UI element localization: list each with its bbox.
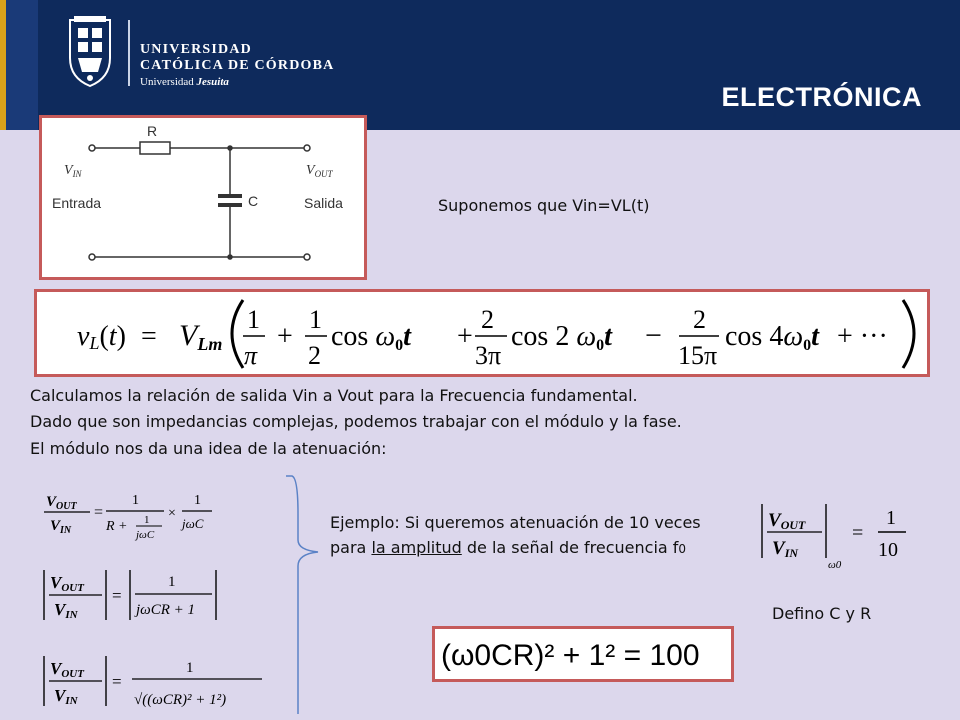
svg-text:10: 10 bbox=[878, 539, 898, 561]
t1-num: 1 bbox=[247, 305, 260, 334]
svg-text:VIN: $V_{IN}$ bbox=[50, 518, 72, 536]
rc-circuit-figure bbox=[39, 115, 367, 280]
fourier-series-equation bbox=[37, 292, 927, 374]
attenuation-ratio bbox=[756, 496, 926, 572]
result-equation-box bbox=[432, 626, 734, 682]
t2-num: 1 bbox=[309, 305, 322, 334]
vout-label: $V_{OUT}$ bbox=[306, 163, 333, 179]
rc-circuit-diagram bbox=[42, 118, 364, 277]
university-name-line1: UNIVERSIDAD bbox=[140, 42, 252, 57]
lhs-vl: vL(t) bbox=[77, 321, 126, 353]
header-divider bbox=[128, 20, 130, 86]
header-accent-stripe bbox=[0, 0, 6, 130]
t4-num: 2 bbox=[693, 305, 706, 334]
transfer-function-derivation bbox=[40, 480, 280, 720]
plus1: + bbox=[277, 321, 293, 352]
t3-den: 3π bbox=[475, 341, 502, 370]
paragraph-1: Calculamos la relación de salida Vin a Vout para la Frecuencia fundamental. bbox=[30, 386, 638, 405]
grouping-brace bbox=[284, 474, 320, 720]
svg-text:VOUT: VOUT bbox=[50, 573, 84, 594]
svg-text:R +: R + bbox=[106, 519, 128, 534]
svg-text:jωCR + 1: jωCR + 1 bbox=[136, 602, 196, 618]
svg-text:VOUT: $V_{OUT}$ bbox=[46, 494, 77, 512]
svg-text:=: = bbox=[112, 586, 122, 605]
slide-header bbox=[0, 0, 960, 130]
svg-text:VIN: VIN bbox=[54, 600, 78, 621]
svg-text:=: = bbox=[94, 504, 104, 521]
svg-text:ω0: ω0 bbox=[828, 559, 842, 571]
t4-fn: cos 4ω0t bbox=[725, 321, 819, 354]
vin-label: $V_{IN}$ bbox=[64, 163, 82, 179]
paragraph-3: El módulo nos da una idea de la atenuación: bbox=[30, 439, 387, 458]
assumption-note: Suponemos que Vin=VL(t) bbox=[438, 196, 650, 215]
svg-text:=: = bbox=[112, 672, 122, 691]
slide-subject-title: ELECTRÓNICA bbox=[721, 82, 922, 112]
svg-text:jωC: jωC bbox=[182, 516, 204, 531]
minus: − bbox=[645, 319, 662, 352]
svg-text:×: × bbox=[168, 506, 176, 521]
t3-fn: cos 2 ω0t bbox=[511, 321, 612, 354]
equals-sign: = bbox=[141, 321, 157, 352]
result-equation bbox=[435, 629, 731, 679]
svg-text:1: 1 bbox=[168, 574, 176, 590]
svg-text:VIN: VIN bbox=[54, 686, 78, 707]
university-tagline: Universidad Jesuita bbox=[140, 76, 229, 88]
svg-text:1: 1 bbox=[194, 493, 201, 508]
svg-text:jωC: jωC bbox=[136, 529, 155, 541]
svg-text:VOUT: VOUT bbox=[768, 510, 806, 532]
paragraph-2: Dado que son impedancias complejas, podemos trabajar con el módulo y la fase. bbox=[30, 412, 682, 431]
t1-den: π bbox=[244, 341, 258, 370]
svg-text:VIN: VIN bbox=[772, 538, 799, 560]
plus2: + bbox=[457, 321, 473, 352]
capacitor-label: C bbox=[248, 193, 259, 209]
svg-text:1: 1 bbox=[144, 514, 150, 526]
svg-text:VOUT: VOUT bbox=[50, 659, 84, 680]
svg-text:1: 1 bbox=[132, 493, 139, 508]
example-text: Ejemplo: Si queremos atenuación de 10 veces para la amplitud de la señal de frecuencia f0 bbox=[330, 513, 701, 557]
svg-text:1: 1 bbox=[886, 507, 896, 529]
output-label: Salida bbox=[304, 195, 343, 211]
resistor-label: R bbox=[147, 123, 158, 139]
university-name-line2: CATÓLICA DE CÓRDOBA bbox=[140, 58, 335, 73]
close-paren bbox=[903, 300, 914, 368]
input-label: Entrada bbox=[52, 195, 102, 211]
svg-text:√((ωCR)² + 1²): √((ωCR)² + 1²) bbox=[134, 692, 227, 708]
fourier-series-formula bbox=[34, 289, 930, 377]
amplitude-vlm: VLm bbox=[179, 319, 223, 354]
ellipsis: + ··· bbox=[837, 321, 888, 352]
t3-num: 2 bbox=[481, 305, 494, 334]
t4-den: 15π bbox=[678, 341, 718, 370]
t2-fn: cos ω0t bbox=[331, 321, 411, 354]
svg-text:=: = bbox=[852, 522, 864, 544]
result-equation-text: (ω0CR)² + 1² = 100 bbox=[441, 639, 700, 672]
university-crest-icon bbox=[64, 14, 116, 88]
define-c-r-note: Defino C y R bbox=[772, 604, 872, 623]
open-paren bbox=[232, 300, 243, 368]
t2-den: 2 bbox=[308, 341, 321, 370]
svg-text:1: 1 bbox=[186, 660, 194, 676]
